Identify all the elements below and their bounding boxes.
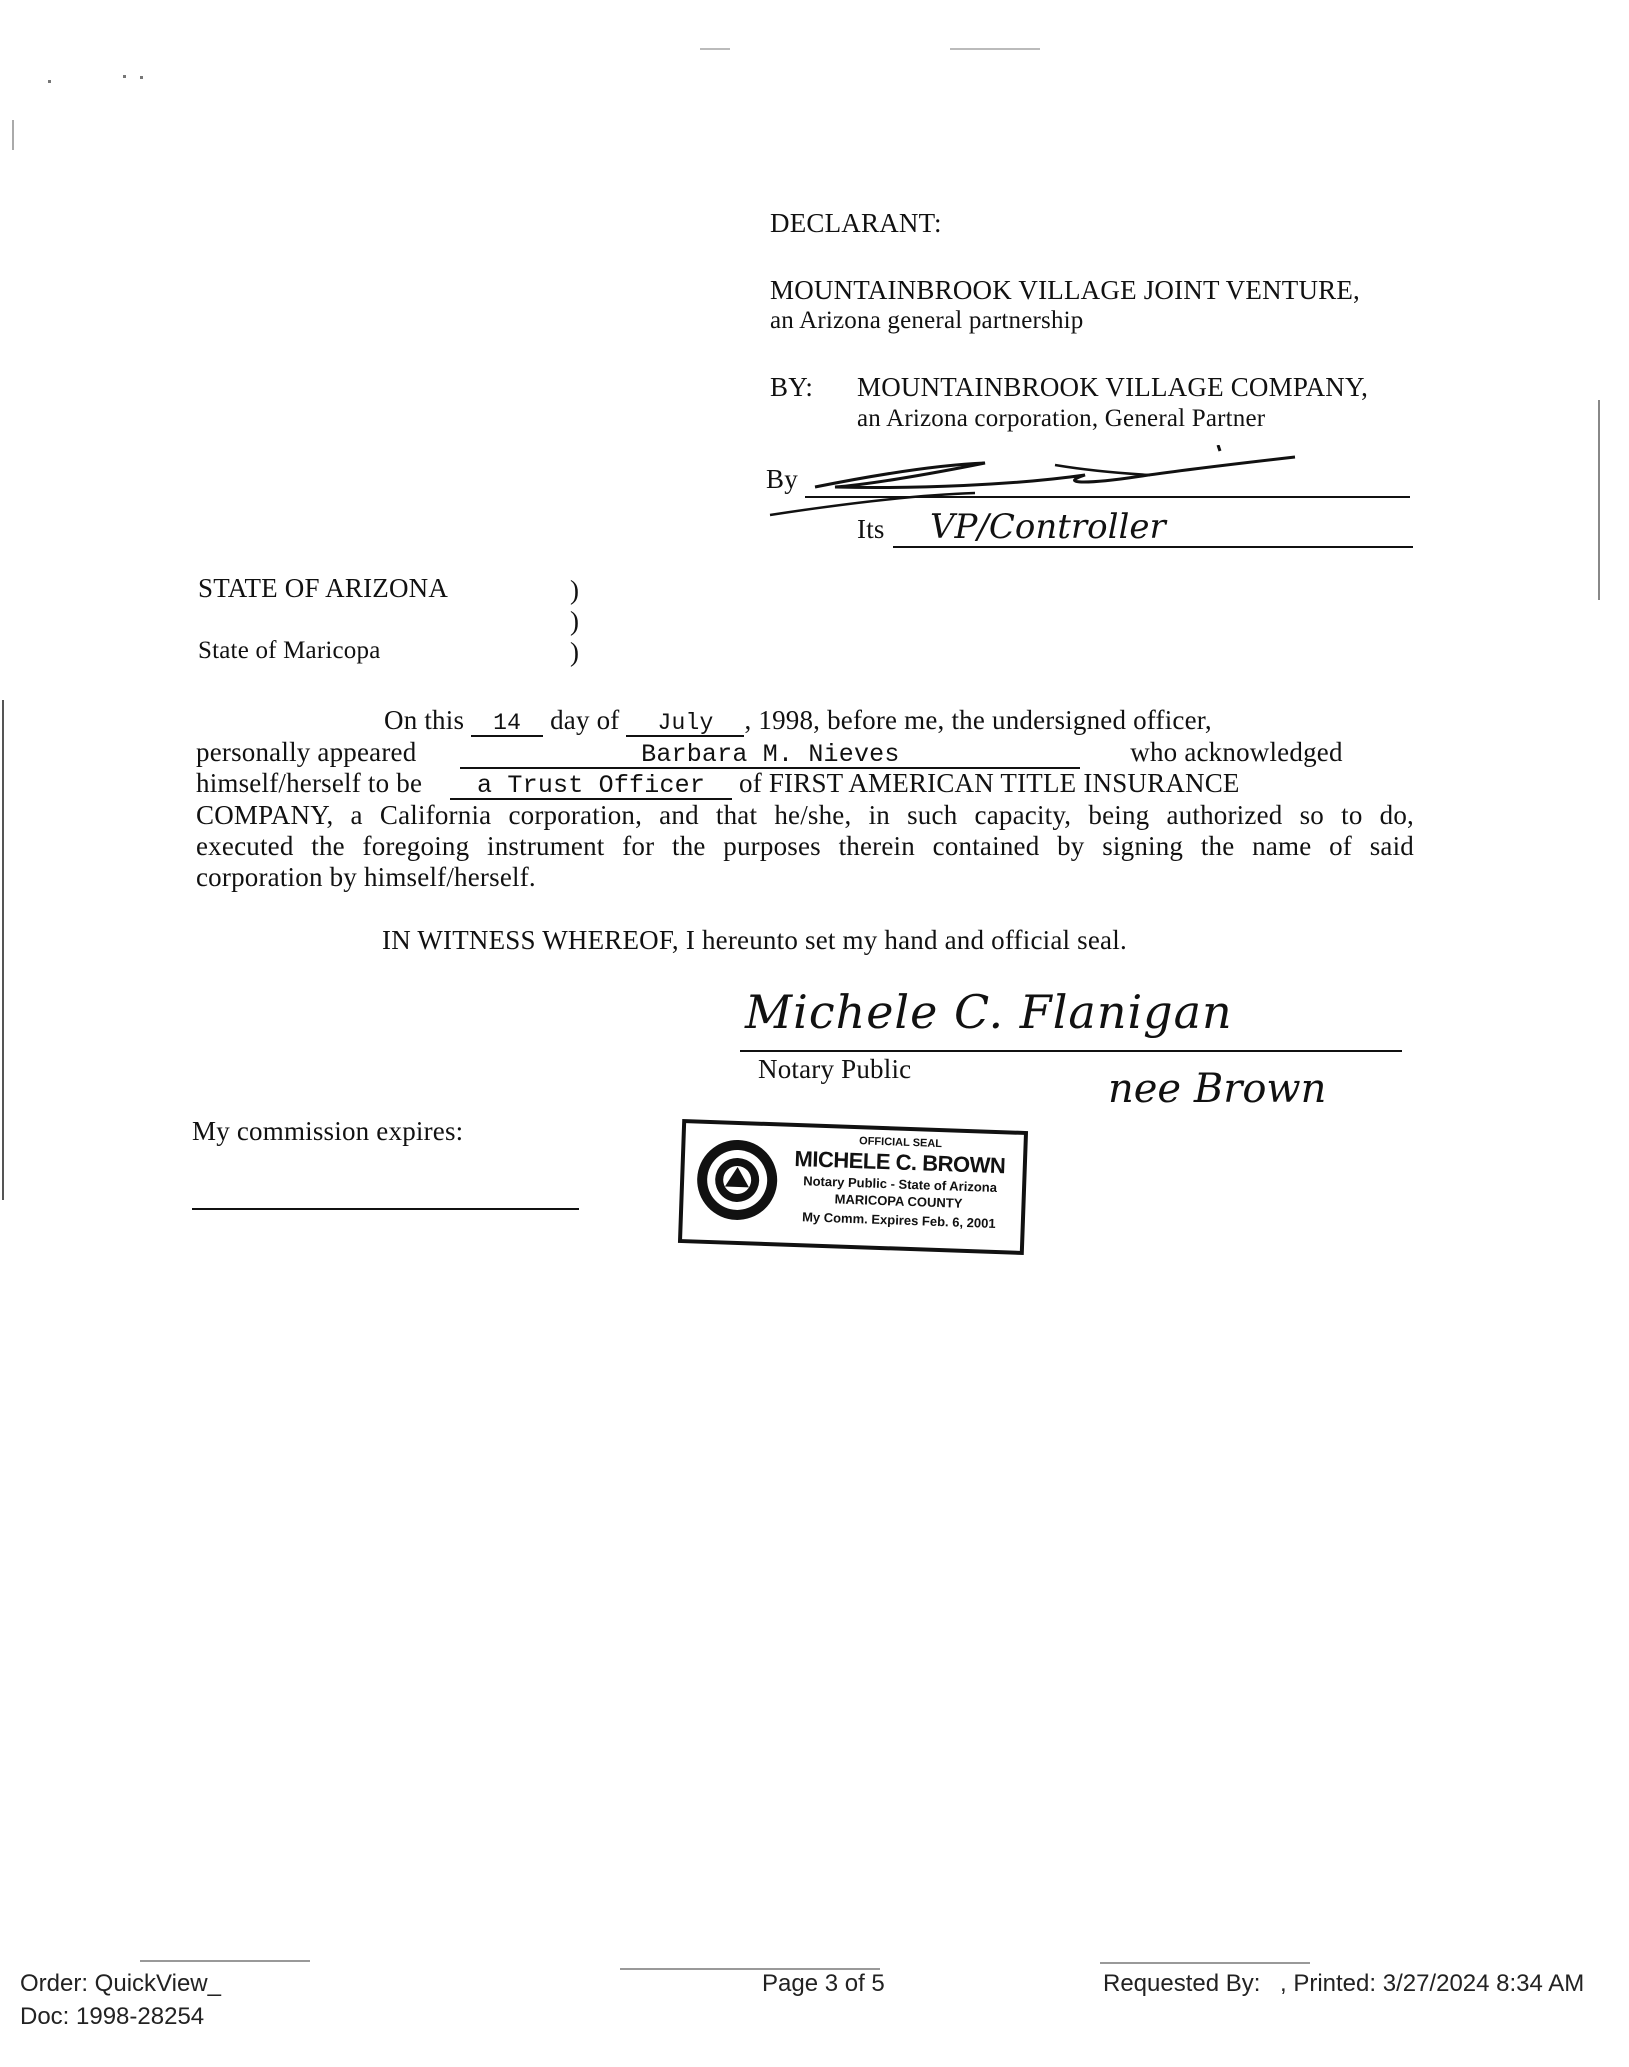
- ack-line-5: executed the foregoing instrument for the purposes therein contained by signing the name of said: [196, 831, 1414, 861]
- venue-bracket: ): [570, 606, 579, 636]
- ack-line-3: himself/herself to be a Trust Officer of FIRST AMERICAN TITLE INSURANCE: [196, 768, 1240, 800]
- commission-expires-label: My commission expires:: [192, 1116, 464, 1146]
- seal-county: MARICOPA COUNTY: [834, 1191, 963, 1211]
- scan-speck: [950, 48, 1040, 50]
- venue-state: STATE OF ARIZONA: [198, 573, 449, 603]
- ack-line-6: corporation by himself/herself.: [196, 862, 536, 892]
- general-partner-description: an Arizona corporation, General Partner: [857, 405, 1266, 432]
- notary-public-label: Notary Public: [758, 1054, 912, 1084]
- commission-expires-line: [192, 1208, 579, 1210]
- footer-order: Order: QuickView_: [20, 1970, 221, 1997]
- ack-line-2: personally appeared Barbara M. Nieves who acknowledged: [196, 737, 1343, 769]
- general-partner-name: MOUNTAINBROOK VILLAGE COMPANY,: [857, 372, 1369, 402]
- footer-requested-by: Requested By:: [1103, 1970, 1261, 1997]
- seal-notary-state: Notary Public - State of Arizona: [803, 1173, 998, 1196]
- officer-title-field: a Trust Officer: [450, 773, 732, 800]
- scan-speck: [48, 80, 51, 83]
- witness-clause: IN WITNESS WHEREOF, I hereunto set my hand and official seal.: [382, 925, 1127, 955]
- declarant-entity-description: an Arizona general partnership: [770, 307, 1084, 334]
- notary-nee-handwritten: nee Brown: [1108, 1066, 1327, 1112]
- footer-doc-number: Doc: 1998-28254: [20, 2003, 205, 2030]
- scan-speck: [140, 1960, 310, 1962]
- edge-line: [1598, 400, 1600, 600]
- seal-heading: OFFICIAL SEAL: [858, 1135, 943, 1151]
- its-handwritten-title: VP/Controller: [930, 507, 1166, 547]
- footer-printed-timestamp: , Printed: 3/27/2024 8:34 AM: [1280, 1970, 1585, 1997]
- edge-line: [2, 700, 4, 1200]
- venue-bracket: ): [570, 637, 579, 667]
- scan-speck: [140, 76, 143, 79]
- declarant-entity-name: MOUNTAINBROOK VILLAGE JOINT VENTURE,: [770, 275, 1361, 305]
- scan-speck: [1100, 1962, 1310, 1964]
- official-notary-seal: [678, 1119, 1028, 1255]
- its-label: Its: [857, 514, 885, 544]
- ack-line-4: COMPANY, a California corporation, and that he/she, in such capacity, being authorized so to do,: [196, 800, 1414, 830]
- scan-speck: [12, 120, 14, 150]
- appeared-name-field: Barbara M. Nieves: [460, 742, 1080, 769]
- ack-line-1: On this 14 day of July , 1998, before me, the undersigned officer,: [384, 705, 1212, 736]
- scan-speck: [700, 48, 730, 50]
- venue-county: State of Maricopa: [198, 637, 381, 664]
- venue-bracket: ): [570, 575, 579, 605]
- declarant-heading: DECLARANT:: [770, 208, 942, 238]
- state-seal-emblem-icon: [693, 1135, 782, 1224]
- seal-notary-name: MICHELE C. BROWN: [794, 1145, 1006, 1179]
- month-field: July: [626, 712, 744, 737]
- day-field: 14: [471, 712, 543, 737]
- signature-by-label: By: [766, 464, 798, 494]
- footer-page-number: Page 3 of 5: [762, 1970, 885, 1997]
- seal-expiration: My Comm. Expires Feb. 6, 2001: [801, 1209, 996, 1231]
- notary-signature: Michele C. Flanigan: [745, 985, 1233, 1039]
- by-label: BY:: [770, 372, 814, 402]
- scan-speck: [123, 75, 126, 78]
- notary-signature-line: [740, 1050, 1402, 1052]
